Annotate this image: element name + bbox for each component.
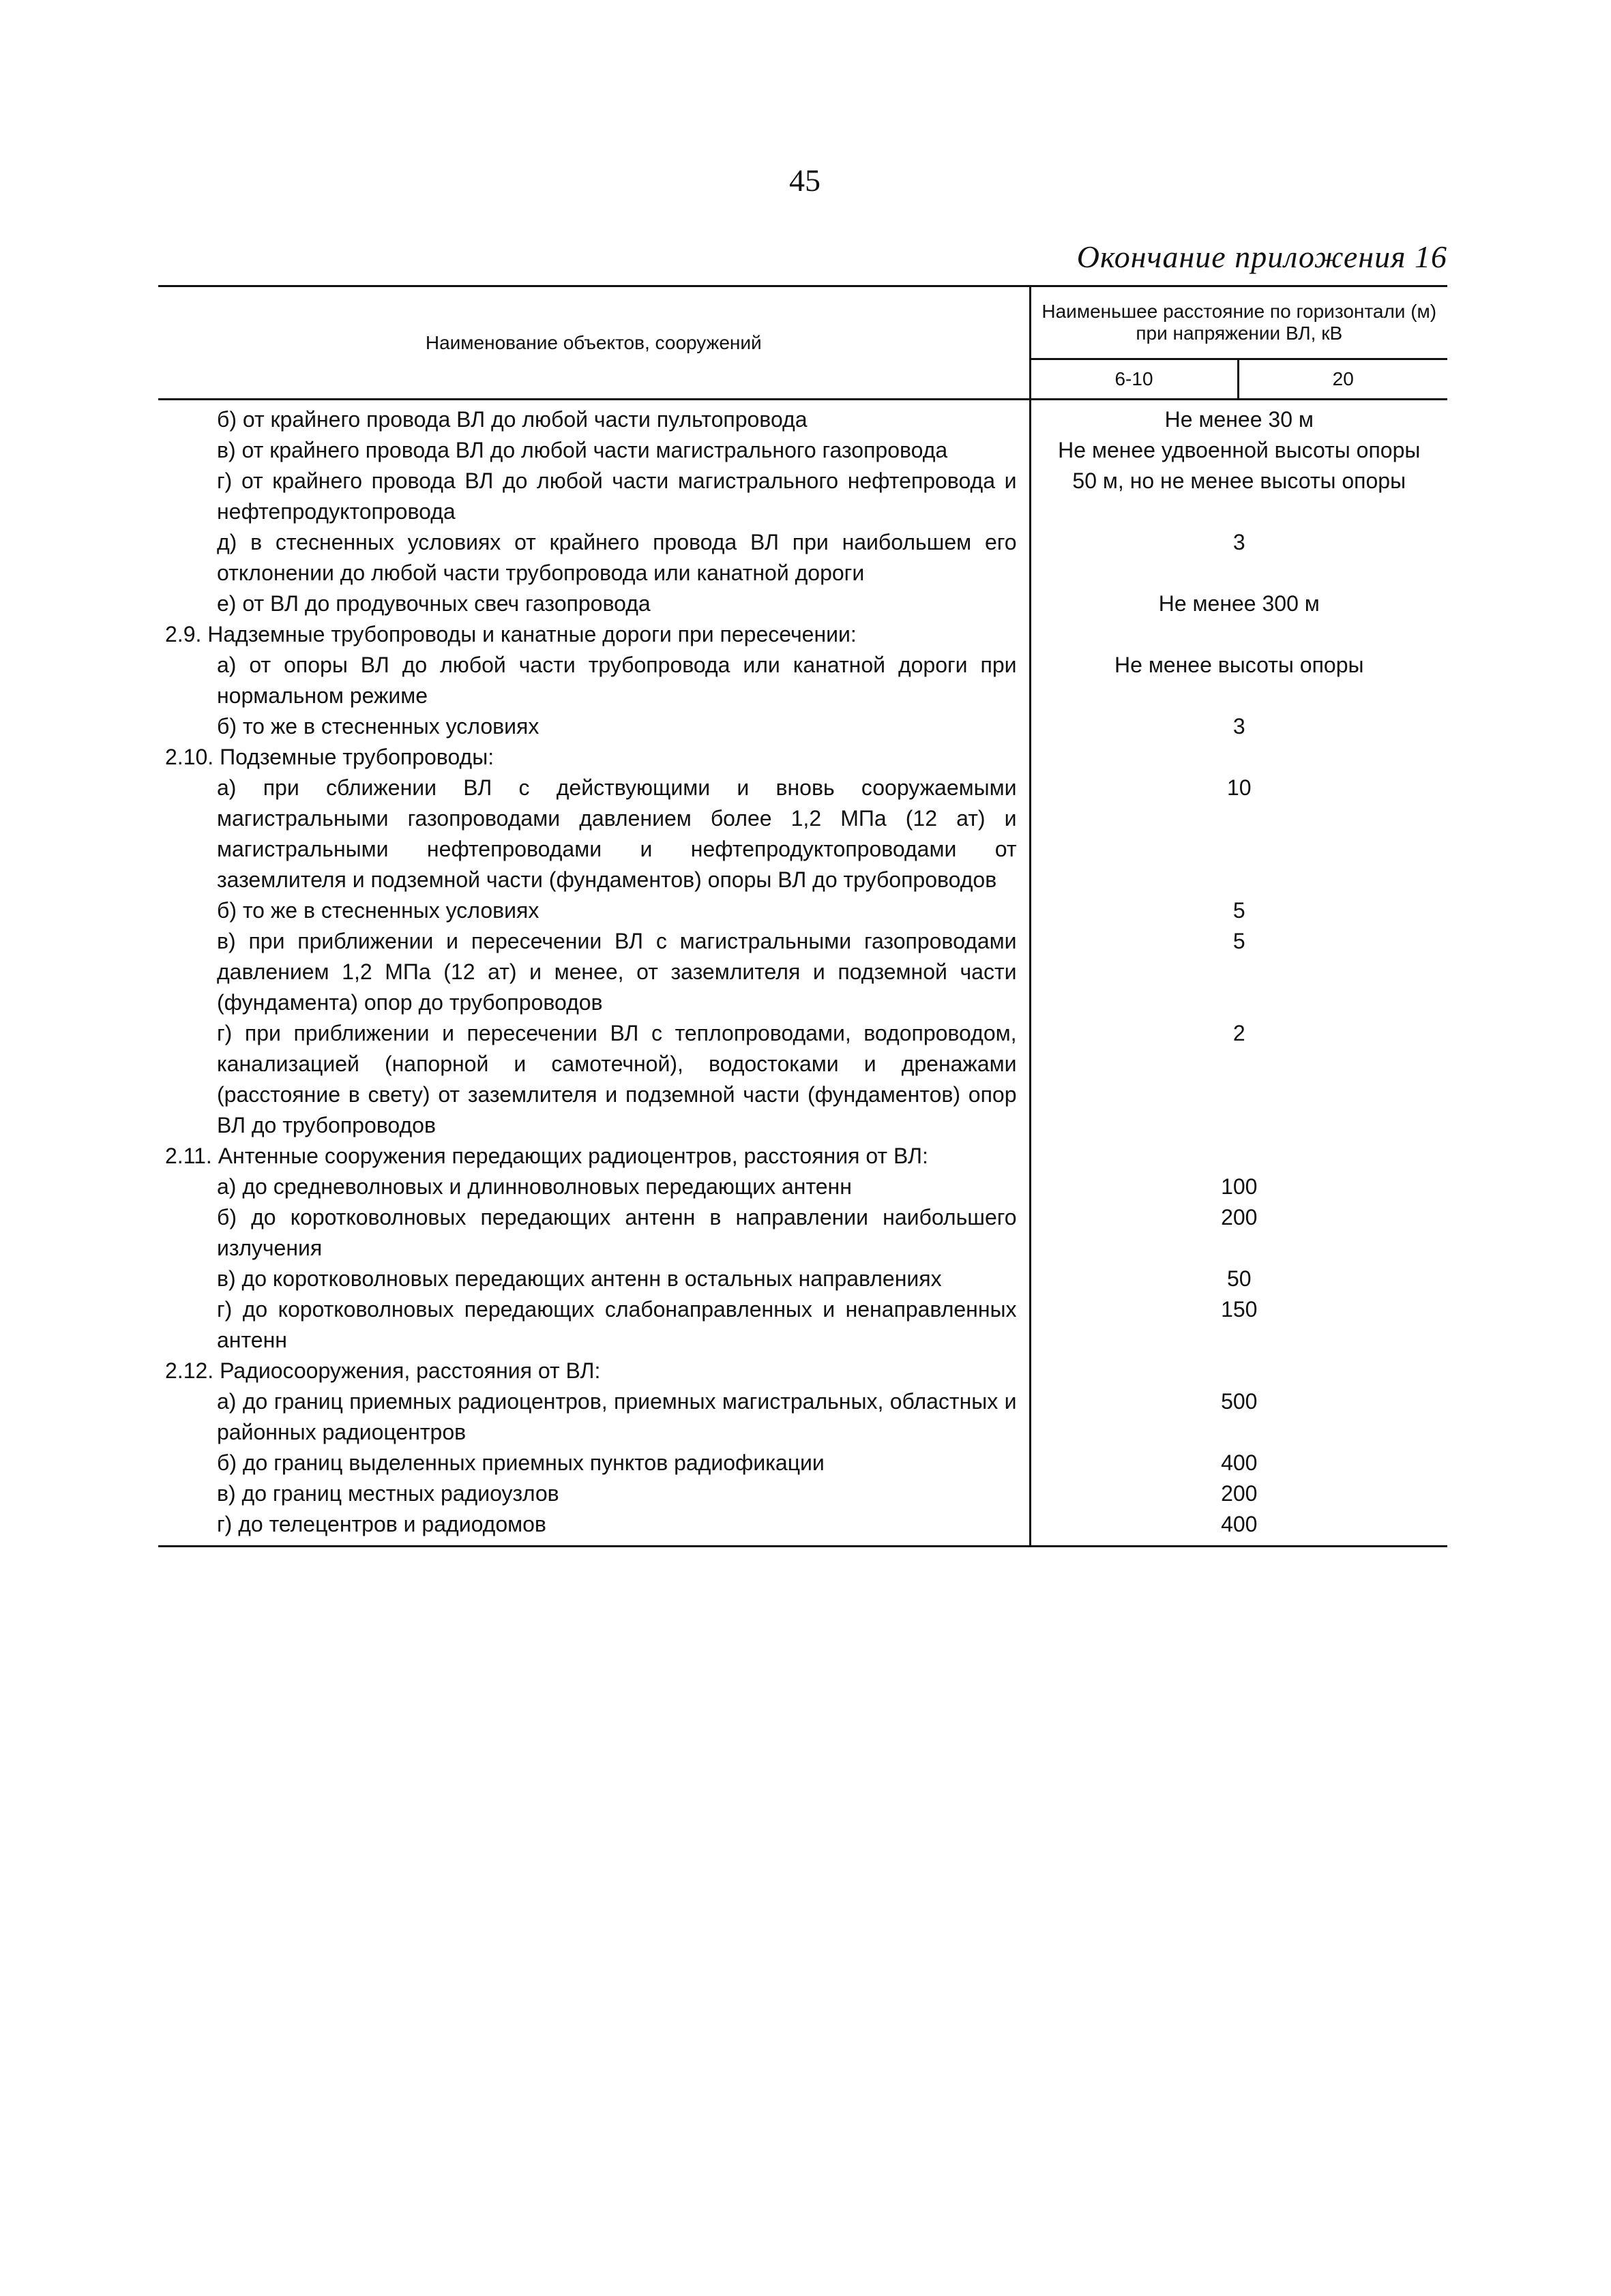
distance-value-cell bbox=[1030, 1172, 1447, 1202]
distance-value: Не менее 300 м bbox=[1158, 591, 1320, 616]
object-description: г) до телецентров и радиодомов bbox=[158, 1509, 1030, 1547]
table-row bbox=[158, 650, 1447, 711]
table-section-row bbox=[158, 1141, 1447, 1172]
table-row bbox=[158, 1294, 1447, 1356]
distances-table bbox=[158, 285, 1447, 1547]
table-row bbox=[158, 773, 1447, 895]
table-row bbox=[158, 1018, 1447, 1141]
table-row bbox=[158, 1202, 1447, 1264]
object-description: б) то же в стесненных условиях bbox=[217, 714, 540, 739]
distance-value: 100 bbox=[1221, 1174, 1258, 1199]
object-description: в) до границ местных радиоузлов bbox=[217, 1481, 559, 1506]
object-description: б) до коротковолновых передающих антенн в направлении наибольшего излучения bbox=[217, 1205, 1017, 1260]
distance-value: 50 bbox=[1226, 1266, 1252, 1291]
distance-value: 3 bbox=[1232, 714, 1245, 739]
object-description: в) при приближении и пересечении ВЛ с магистральными газопроводами давлением 1,2 МПа (12 ат) и менее, от заземлителя и подземной части (фундамента) опор до трубопроводов bbox=[217, 929, 1017, 1015]
object-description: б) то же в стесненных условиях bbox=[217, 898, 540, 923]
table-row bbox=[158, 1264, 1447, 1294]
distance-value: 150 bbox=[1221, 1297, 1258, 1322]
table-row bbox=[158, 711, 1447, 742]
object-description: г) при приближении и пересечении ВЛ с теплопроводами, водопроводом, канализацией (напорной и самотечной), водостоками и дренажами (расстояние в свету) от заземлителя и подземной части (фундаментов) опор ВЛ до трубопроводов bbox=[217, 1021, 1017, 1137]
distance-value-cell bbox=[1030, 619, 1447, 650]
distance-value-cell bbox=[1030, 1202, 1447, 1264]
table-row bbox=[158, 1448, 1447, 1478]
table-body bbox=[158, 400, 1447, 1547]
object-description: а) от опоры ВЛ до любой части трубопровода или канатной дороги при нормальном режиме bbox=[217, 653, 1017, 708]
distance-value-cell bbox=[1030, 650, 1447, 711]
distance-value-cell bbox=[1030, 466, 1447, 527]
distance-value: Не менее высоты опоры bbox=[1114, 653, 1364, 677]
distance-value-cell bbox=[1030, 400, 1447, 436]
appendix-continuation-note: Окончание приложения 16 bbox=[1076, 239, 1447, 274]
object-description: д) в стесненных условиях от крайнего провода ВЛ при наибольшем его отклонении до любой части трубопровода или канатной дороги bbox=[217, 530, 1017, 585]
object-description: г) от крайнего провода ВЛ до любой части магистрального нефтепровода и нефтепродуктопровода bbox=[217, 468, 1017, 524]
distance-value-cell bbox=[1030, 711, 1447, 742]
distance-value: 400 bbox=[1221, 1450, 1258, 1475]
distance-value-cell bbox=[1030, 1509, 1447, 1547]
distance-value: 3 bbox=[1232, 530, 1245, 554]
table-section-row bbox=[158, 742, 1447, 773]
distance-value-cell bbox=[1030, 1448, 1447, 1478]
object-description: б) от крайнего провода ВЛ до любой части пультопровода bbox=[217, 407, 808, 432]
distance-value-cell bbox=[1030, 527, 1447, 588]
table-row bbox=[158, 1509, 1447, 1547]
object-description: г) до коротковолновых передающих слабонаправленных и ненаправленных антенн bbox=[217, 1297, 1017, 1352]
distance-value-cell bbox=[1030, 1356, 1447, 1386]
distance-value: Не менее 30 м bbox=[1164, 407, 1314, 432]
table-row bbox=[158, 1478, 1447, 1509]
distance-value-cell bbox=[1030, 1478, 1447, 1509]
table-row bbox=[158, 400, 1447, 436]
distance-value-cell bbox=[1030, 588, 1447, 619]
distance-value: 200 bbox=[1221, 1481, 1258, 1506]
object-description: а) при сближении ВЛ с действующими и вновь сооружаемыми магистральными газопроводами давлением более 1,2 МПа (12 ат) и магистральными нефтепроводами и нефтепродуктопроводами от заземлителя и подземной части (фундаментов) опоры ВЛ до трубопроводов bbox=[217, 775, 1017, 892]
distance-value-cell bbox=[1030, 1386, 1447, 1448]
header-min-distance: Наименьшее расстояние по горизонтали (м) при напряжении ВЛ, кВ bbox=[1030, 286, 1447, 359]
header-voltage-6-10: 6-10 bbox=[1030, 359, 1238, 400]
distance-value: 500 bbox=[1221, 1389, 1258, 1414]
section-title: 2.10. Подземные трубопроводы: bbox=[165, 745, 494, 769]
table-section-row bbox=[158, 619, 1447, 650]
distance-value: 5 bbox=[1232, 898, 1245, 923]
table-section-row bbox=[158, 1356, 1447, 1386]
distance-value: 400 bbox=[1221, 1512, 1258, 1536]
distance-value: Не менее удвоенной высоты опоры bbox=[1058, 438, 1421, 462]
header-object-name: Наименование объектов, сооружений bbox=[158, 286, 1030, 400]
distance-value-cell bbox=[1030, 742, 1447, 773]
table-row bbox=[158, 588, 1447, 619]
page-number: 45 bbox=[789, 163, 821, 198]
table-row bbox=[158, 926, 1447, 1018]
object-description: а) до средневолновых и длинноволновых передающих антенн bbox=[217, 1174, 852, 1199]
distance-value-cell bbox=[1030, 1018, 1447, 1141]
section-title: 2.12. Радиосооружения, расстояния от ВЛ: bbox=[165, 1358, 601, 1383]
object-description: в) от крайнего провода ВЛ до любой части магистрального газопровода bbox=[217, 438, 948, 462]
object-description: е) от ВЛ до продувочных свеч газопровода bbox=[217, 591, 651, 616]
distance-value: 10 bbox=[1226, 775, 1252, 800]
distance-value-cell bbox=[1030, 773, 1447, 895]
table-row bbox=[158, 895, 1447, 926]
distance-value-cell bbox=[1030, 926, 1447, 1018]
distance-value-cell bbox=[1030, 895, 1447, 926]
table-row bbox=[158, 1172, 1447, 1202]
table-row bbox=[158, 527, 1447, 588]
distance-value: 200 bbox=[1221, 1205, 1258, 1229]
distance-value-cell bbox=[1030, 435, 1447, 466]
distance-value: 5 bbox=[1232, 929, 1245, 953]
section-title: 2.9. Надземные трубопроводы и канатные дороги при пересечении: bbox=[165, 622, 857, 646]
table-row bbox=[158, 435, 1447, 466]
table-row bbox=[158, 1386, 1447, 1448]
object-description: б) до границ выделенных приемных пунктов радиофикации bbox=[217, 1450, 825, 1475]
header-voltage-20: 20 bbox=[1238, 359, 1447, 400]
distance-value-cell bbox=[1030, 1294, 1447, 1356]
distance-value: 2 bbox=[1232, 1021, 1245, 1045]
section-title: 2.11. Антенные сооружения передающих радиоцентров, расстояния от ВЛ: bbox=[165, 1144, 928, 1168]
distance-value-cell bbox=[1030, 1264, 1447, 1294]
table-row bbox=[158, 466, 1447, 527]
object-description: в) до коротковолновых передающих антенн в остальных направлениях bbox=[217, 1266, 942, 1291]
distance-value: 50 м, но не менее высоты опоры bbox=[1072, 468, 1406, 493]
object-description: а) до границ приемных радиоцентров, приемных магистральных, областных и районных радиоцентров bbox=[217, 1389, 1017, 1444]
distance-value-cell bbox=[1030, 1141, 1447, 1172]
